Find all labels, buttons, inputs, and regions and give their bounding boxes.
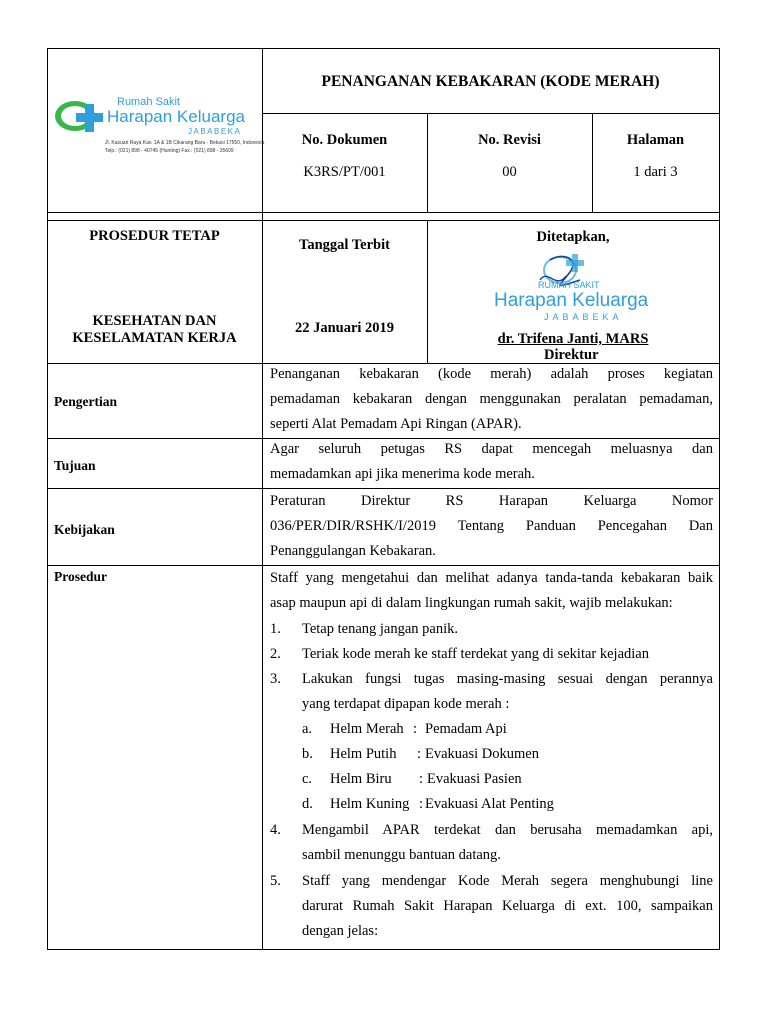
- substep-role: Helm Biru: [330, 771, 392, 787]
- substep-sep: :: [419, 771, 424, 787]
- substep-role: Helm Kuning: [330, 796, 410, 812]
- substep-task: Pemadam Api: [425, 721, 507, 737]
- revision-value: 00: [502, 164, 517, 180]
- revision-label: No. Revisi: [478, 132, 541, 148]
- tujuan-line: Agar seluruh petugas RS dapat mencegah meluasnya dan: [270, 441, 713, 457]
- doc-number-value: K3RS/PT/001: [303, 164, 386, 180]
- logo-phone: Telp.: (021) 898 - 40745 (Hunting) Fax.: (021) 898 - 35609: [105, 148, 234, 154]
- step-text: yang terdapat dipapan kode merah :: [302, 696, 510, 712]
- row-label-kebijakan: Kebijakan: [54, 522, 115, 537]
- stamp-line3: JABABEKA: [544, 312, 623, 322]
- cross-logo-icon: [53, 98, 113, 138]
- row-label-pengertian: Pengertian: [54, 394, 117, 409]
- substep-role: Helm Merah: [330, 721, 404, 737]
- section-title: PROSEDUR TETAP: [89, 228, 220, 244]
- step-number: 3.: [270, 671, 281, 687]
- substep-sep: :: [419, 796, 424, 812]
- substep-letter: a.: [302, 721, 313, 737]
- stamp-line1: RUMAH SAKIT: [538, 280, 600, 290]
- logo-line2: Harapan Keluarga: [107, 107, 245, 126]
- substep-role: Helm Putih: [330, 746, 397, 762]
- step-number: 5.: [270, 873, 281, 889]
- step-number: 4.: [270, 822, 281, 838]
- step-text: Mengambil APAR terdekat dan berusaha memadamkan api,: [302, 822, 713, 838]
- step-number: 2.: [270, 646, 281, 662]
- doc-number-label: No. Dokumen: [301, 132, 388, 148]
- tujuan-line: memadamkan api jika menerima kode merah.: [270, 466, 535, 482]
- row-label-prosedur: Prosedur: [54, 569, 107, 584]
- substep-task: Evakuasi Dokumen: [425, 746, 539, 762]
- hospital-logo: [53, 96, 265, 166]
- substep-sep: :: [413, 721, 418, 737]
- page-label: Halaman: [626, 132, 685, 148]
- step-text: Teriak kode merah ke staff terdekat yang di sekitar kejadian: [302, 646, 649, 662]
- issue-date-value: 22 Januari 2019: [294, 320, 395, 336]
- substep-sep: :: [417, 746, 422, 762]
- approval-stamp: [490, 250, 665, 325]
- kebijakan-line: Peraturan Direktur RS Harapan Keluarga Nomor: [270, 493, 713, 509]
- page-value: 1 dari 3: [633, 164, 678, 180]
- row-label-tujuan: Tujuan: [54, 458, 96, 473]
- logo-address: Jl. Kasuari Raya Kav. 1A & 1B Cikarang Baru - Bekasi 17550, Indonesia: [105, 140, 265, 146]
- substep-letter: c.: [302, 771, 313, 787]
- kebijakan-line: Penanggulangan Kebakaran.: [270, 543, 436, 559]
- prosedur-intro-line: asap maupun api di dalam lingkungan rumah sakit, wajib melakukan:: [270, 595, 673, 611]
- substep-task: Evakuasi Pasien: [427, 771, 522, 787]
- issue-date-label: Tanggal Terbit: [299, 237, 390, 253]
- step-text: sambil menunggu bantuan datang.: [302, 847, 501, 863]
- step-text: darurat Rumah Sakit Harapan Keluarga di ext. 100, sampaikan: [302, 898, 713, 914]
- approved-label: Ditetapkan,: [536, 229, 610, 245]
- pengertian-line: seperti Alat Pemadam Api Ringan (APAR).: [270, 416, 522, 432]
- document-title: PENANGANAN KEBAKARAN (KODE MERAH): [321, 73, 660, 90]
- pengertian-line: Penanganan kebakaran (kode merah) adalah proses kegiatan: [270, 366, 713, 382]
- substep-letter: b.: [302, 746, 313, 762]
- logo-line3: JABABEKA: [188, 127, 242, 136]
- step-text: Staff yang mendengar Kode Merah segera menghubungi line: [302, 873, 713, 889]
- signer-name: dr. Trifena Janti, MARS: [497, 331, 649, 347]
- stamp-line2: Harapan Keluarga: [494, 290, 649, 311]
- kebijakan-line: 036/PER/DIR/RSHK/I/2019 Tentang Panduan Pencegahan Dan: [270, 518, 713, 534]
- signer-title: Direktur: [544, 347, 599, 363]
- pengertian-line: pemadaman kebakaran dengan menggunakan peralatan pemadaman,: [270, 391, 713, 407]
- logo-line1: Rumah Sakit: [117, 96, 180, 108]
- substep-letter: d.: [302, 796, 313, 812]
- step-number: 1.: [270, 621, 281, 637]
- department-line2: KESELAMATAN KERJA: [72, 330, 237, 346]
- department-line1: KESEHATAN DAN: [92, 313, 217, 329]
- step-text: dengan jelas:: [302, 923, 379, 939]
- substep-task: Evakuasi Alat Penting: [425, 796, 554, 812]
- prosedur-intro-line: Staff yang mengetahui dan melihat adanya tanda-tanda kebakaran baik: [270, 570, 713, 586]
- step-text: Tetap tenang jangan panik.: [302, 621, 459, 637]
- step-text: Lakukan fungsi tugas masing-masing sesuai dengan perannya: [302, 671, 713, 687]
